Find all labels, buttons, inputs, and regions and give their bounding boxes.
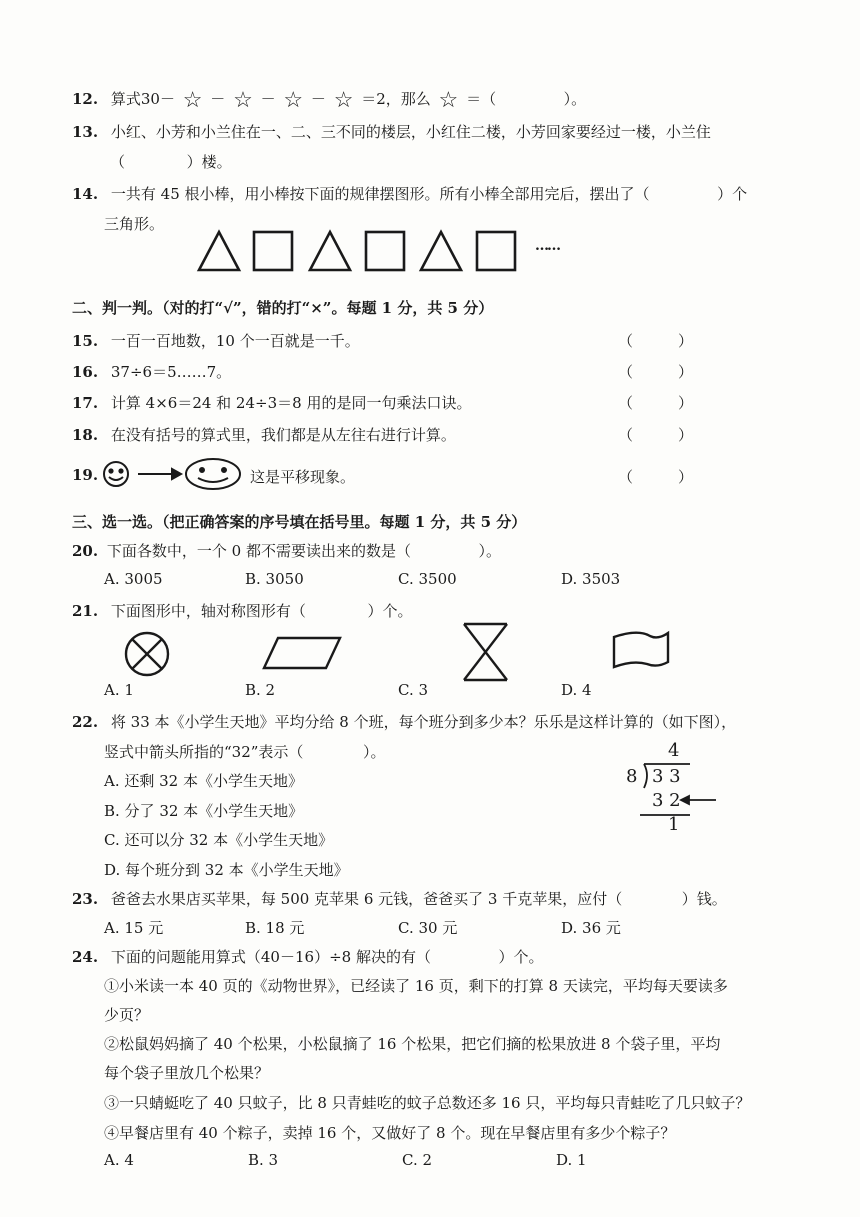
q24-item: 每个袋子里放几个松果？	[104, 1064, 270, 1082]
question-number: 21.	[72, 602, 99, 620]
q24-item: ③一只蜻蜓吃了 40 只蚊子，比 8 只青蛙吃的蚊子总数还多 16 只，平均每只青蛙吃了几只蚊子？	[104, 1094, 751, 1112]
option-c[interactable]: C. 3500	[398, 570, 457, 588]
question-number: 24.	[72, 948, 99, 966]
open-paren: （	[110, 153, 126, 171]
option-d[interactable]: D. 每个班分到 32 本《小学生天地》	[104, 861, 349, 879]
q12-prefix: 算式30－	[110, 90, 175, 108]
star-outline-icon: ☆	[182, 88, 203, 113]
question-number: 13.	[72, 123, 99, 141]
question-text: 下面各数中，一个 0 都不需要读出来的数是（	[106, 542, 411, 560]
option-d[interactable]: D. 3503	[561, 570, 621, 588]
option-a[interactable]: A. 4	[104, 1151, 134, 1169]
question-text: 爸爸去水果店买苹果，每 500 克苹果 6 元钱，爸爸买了 3 千克苹果，应付（	[110, 890, 623, 908]
question-text: 下面的问题能用算式（40－16）÷8 解决的有（	[110, 948, 431, 966]
option-a[interactable]: A. 15 元	[104, 919, 164, 937]
option-c[interactable]: C. 还可以分 32 本《小学生天地》	[104, 831, 334, 849]
option-a[interactable]: A. 3005	[104, 570, 163, 588]
section-title: 二、判一判。（对的打“√”，错的打“×”。每题 1 分，共 5 分）	[72, 299, 494, 317]
question-text: 竖式中箭头所指的“32”表示（	[104, 743, 304, 761]
close-text: ）个	[717, 185, 748, 203]
q12-eq2: ＝2，那么	[361, 90, 431, 108]
question-number: 16.	[72, 363, 99, 381]
option-d[interactable]: D. 36 元	[561, 919, 621, 937]
q24-item: 少页？	[104, 1006, 150, 1024]
close-text: ）钱。	[681, 890, 727, 908]
question-text: 下面图形中，轴对称图形有（	[110, 602, 306, 620]
option-d[interactable]: D. 4	[561, 681, 592, 699]
q14-line2: 三角形。	[104, 215, 165, 233]
option-c[interactable]: C. 2	[402, 1151, 433, 1169]
q24-item: ②松鼠妈妈摘了 40 个松果，小松鼠摘了 16 个松果，把它们摘的松果放进 8 个袋子里，平均	[104, 1035, 721, 1053]
question-number: 14.	[72, 185, 99, 203]
q12-minus: －	[260, 90, 276, 108]
answer-paren[interactable]: （ ）	[618, 332, 694, 350]
q24-item: ①小米读一本 40 页的《动物世界》，已经读了 16 页，剩下的打算 8 天读完，平均每天要读多	[104, 977, 728, 995]
question-text: 这是平移现象。	[250, 468, 356, 486]
q24	[72, 946, 544, 967]
option-b[interactable]: B. 3	[248, 1151, 279, 1169]
option-b[interactable]: B. 3050	[245, 570, 304, 588]
question-number: 19.	[72, 466, 99, 484]
option-d[interactable]: D. 1	[556, 1151, 587, 1169]
q13-text: 小红、小芳和小兰住在一、二、三不同的楼层，小红住二楼，小芳回家要经过一楼，小兰住	[110, 123, 711, 141]
close-text: ）个。	[498, 948, 544, 966]
close-text: ）个。	[367, 602, 413, 620]
close-text: ）。	[363, 743, 386, 761]
question-number: 23.	[72, 890, 99, 908]
option-a[interactable]: A. 还剩 32 本《小学生天地》	[104, 772, 303, 790]
star-outline-icon: ☆	[438, 88, 459, 113]
q24-item: ④早餐店里有 40 个粽子，卖掉 16 个，又做好了 8 个。现在早餐店里有多少个粽子？	[104, 1124, 676, 1142]
star-outline-icon: ☆	[283, 88, 304, 113]
option-c[interactable]: C. 3	[398, 681, 429, 699]
option-a[interactable]: A. 1	[104, 681, 134, 699]
q12-eq: ＝（	[466, 90, 497, 108]
answer-paren[interactable]: （ ）	[618, 426, 694, 444]
close-text: ）。	[478, 542, 502, 560]
division-quotient: 4	[668, 740, 680, 761]
division-dividend: 3 3	[652, 766, 681, 787]
question-number: 12.	[72, 90, 99, 108]
answer-paren[interactable]: （ ）	[618, 394, 694, 412]
q12-minus: －	[210, 90, 226, 108]
close-text: ）楼。	[186, 153, 232, 171]
option-b[interactable]: B. 18 元	[245, 919, 305, 937]
division-product: 3 2	[652, 790, 681, 811]
question-number: 18.	[72, 426, 99, 444]
question-number: 15.	[72, 332, 99, 350]
question-text: 计算 4×6＝24 和 24÷3＝8 用的是同一句乘法口诀。	[110, 394, 472, 412]
question-text: 将 33 本《小学生天地》平均分给 8 个班，每个班分到多少本？乐乐是这样计算的（如下图），	[110, 713, 737, 731]
q23	[72, 888, 727, 909]
question-number: 17.	[72, 394, 99, 412]
question-text: 在没有括号的算式里，我们都是从左往右进行计算。	[110, 426, 456, 444]
section-title: 三、选一选。（把正确答案的序号填在括号里。每题 1 分，共 5 分）	[72, 513, 527, 531]
star-outline-icon: ☆	[333, 88, 354, 113]
division-divisor: 8	[626, 766, 638, 787]
answer-paren[interactable]: （ ）	[618, 468, 694, 486]
option-c[interactable]: C. 30 元	[398, 919, 458, 937]
question-number: 20.	[72, 542, 99, 560]
question-number: 22.	[72, 713, 99, 731]
answer-paren[interactable]: （ ）	[618, 363, 694, 381]
question-text: 一百一百地数，10 个一百就是一千。	[110, 332, 360, 350]
division-remainder: 1	[668, 814, 680, 835]
option-b[interactable]: B. 分了 32 本《小学生天地》	[104, 802, 304, 820]
q12-minus: －	[310, 90, 326, 108]
option-b[interactable]: B. 2	[245, 681, 276, 699]
q12-close: ）。	[563, 90, 587, 108]
star-outline-icon: ☆	[233, 88, 253, 113]
question-text: 37÷6＝5……7。	[110, 363, 232, 381]
continuation-dots: ……	[535, 238, 559, 254]
q14-text: 一共有 45 根小棒，用小棒按下面的规律摆图形。所有小棒全部用完后，摆出了（	[110, 185, 650, 203]
